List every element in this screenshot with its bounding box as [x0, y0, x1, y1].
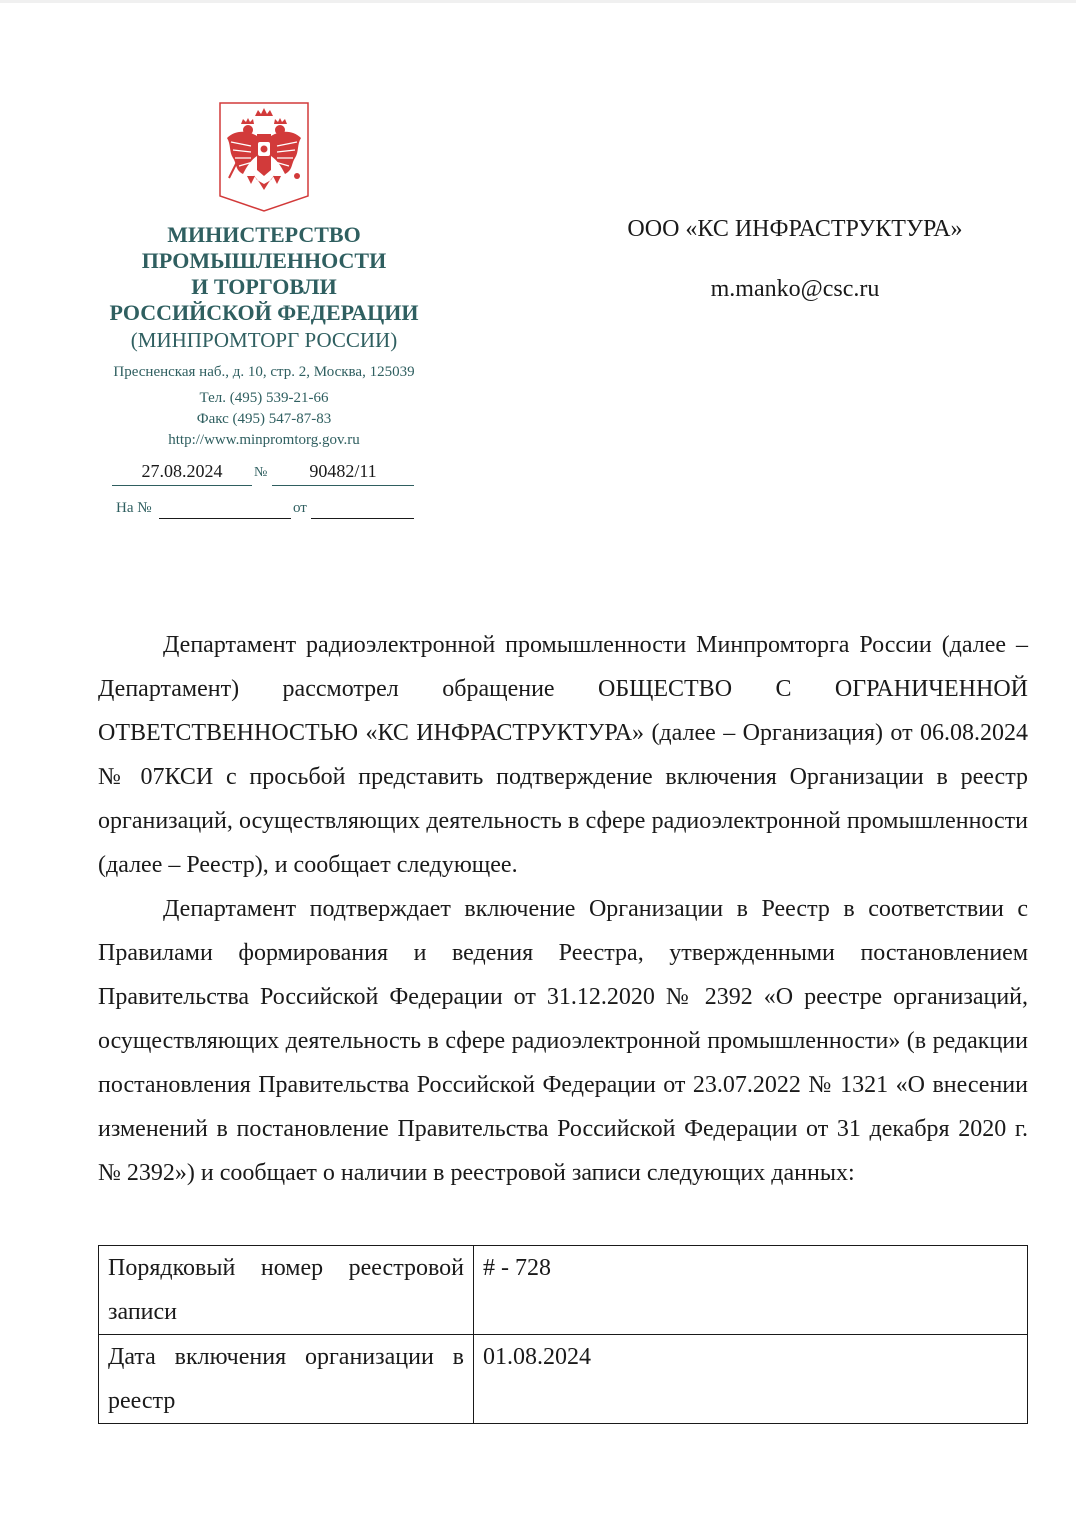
ministry-address: Пресненская наб., д. 10, стр. 2, Москва, 125039 [113, 364, 415, 380]
ministry-header [84, 222, 444, 354]
ministry-short-name: (МИНПРОМТОРГ РОССИИ) [130, 328, 398, 352]
reply-to-blank [159, 500, 291, 519]
number-sign: № [254, 465, 268, 480]
ministry-name-line: ПРОМЫШЛЕННОСТИ [141, 248, 387, 273]
recipient-org: ООО «КС ИНФРАСТРУКТУРА» [627, 216, 963, 242]
ministry-phone: Тел. (495) 539-21-66 [199, 390, 329, 406]
registry-table [98, 1245, 1028, 1424]
top-border [0, 0, 1076, 3]
ministry-name-line: РОССИЙСКОЙ ФЕДЕРАЦИИ [109, 300, 419, 325]
reply-from-blank [311, 500, 414, 519]
table-cell-label: Дата включения организации в реестр [99, 1335, 474, 1424]
ministry-name-line: И ТОРГОВЛИ [191, 274, 337, 299]
ministry-contacts [84, 362, 444, 451]
recipient-email: m.manko@csc.ru [710, 276, 880, 302]
table-row [99, 1335, 1028, 1424]
registration-date: 27.08.2024 [112, 461, 252, 486]
body-paragraph: Департамент подтверждает включение Организации в Реестр в соответствии с Правилами формирования и ведения Реестра, утвержденными постановлением Правительства Российской Федерации от 31.12.2020 № 2392 «О реестре организаций, осуществляющих деятельность в сфере радиоэлектронной промышленности» (в редакции постановления Правительства Российской Федерации от 23.07.2022 № 1321 «О внесении изменений в постановление Правительства Российской Федерации от 31 декабря 2020 г. № 2392») и сообщает о наличии в реестровой записи следующих данных: [98, 896, 1028, 1186]
table-cell-label: Порядковый номер реестровой записи [99, 1246, 474, 1335]
ministry-fax: Факс (495) 547-87-83 [196, 411, 332, 427]
ministry-name-line: МИНИСТЕРСТВО [167, 222, 361, 247]
ministry-website-link[interactable]: http://www.minpromtorg.gov.ru [168, 432, 360, 448]
reply-from-label: от [293, 500, 307, 516]
letter-body [98, 623, 1028, 1195]
table-cell-value: 01.08.2024 [474, 1335, 1028, 1424]
reply-to-label: На № [116, 500, 152, 516]
coat-of-arms-icon [217, 100, 311, 214]
ministry-name [84, 222, 444, 326]
table-row [99, 1246, 1028, 1335]
recipient-block [570, 212, 1020, 306]
body-paragraph: Департамент радиоэлектронной промышленности Минпромторга России (далее – Департамент) рассмотрел обращение ОБЩЕСТВО С ОГРАНИЧЕННОЙ ОТВЕТСТВЕННОСТЬЮ «КС ИНФРАСТРУКТУРА» (далее – Организация) от 06.08.2024 № 07КСИ с просьбой представить подтверждение включения Организации в реестр организаций, осуществляющих деятельность в сфере радиоэлектронной промышленности (далее – Реестр), и сообщает следующее. [98, 632, 1028, 878]
registration-number: 90482/11 [272, 461, 414, 486]
table-cell-value: # - 728 [474, 1246, 1028, 1335]
